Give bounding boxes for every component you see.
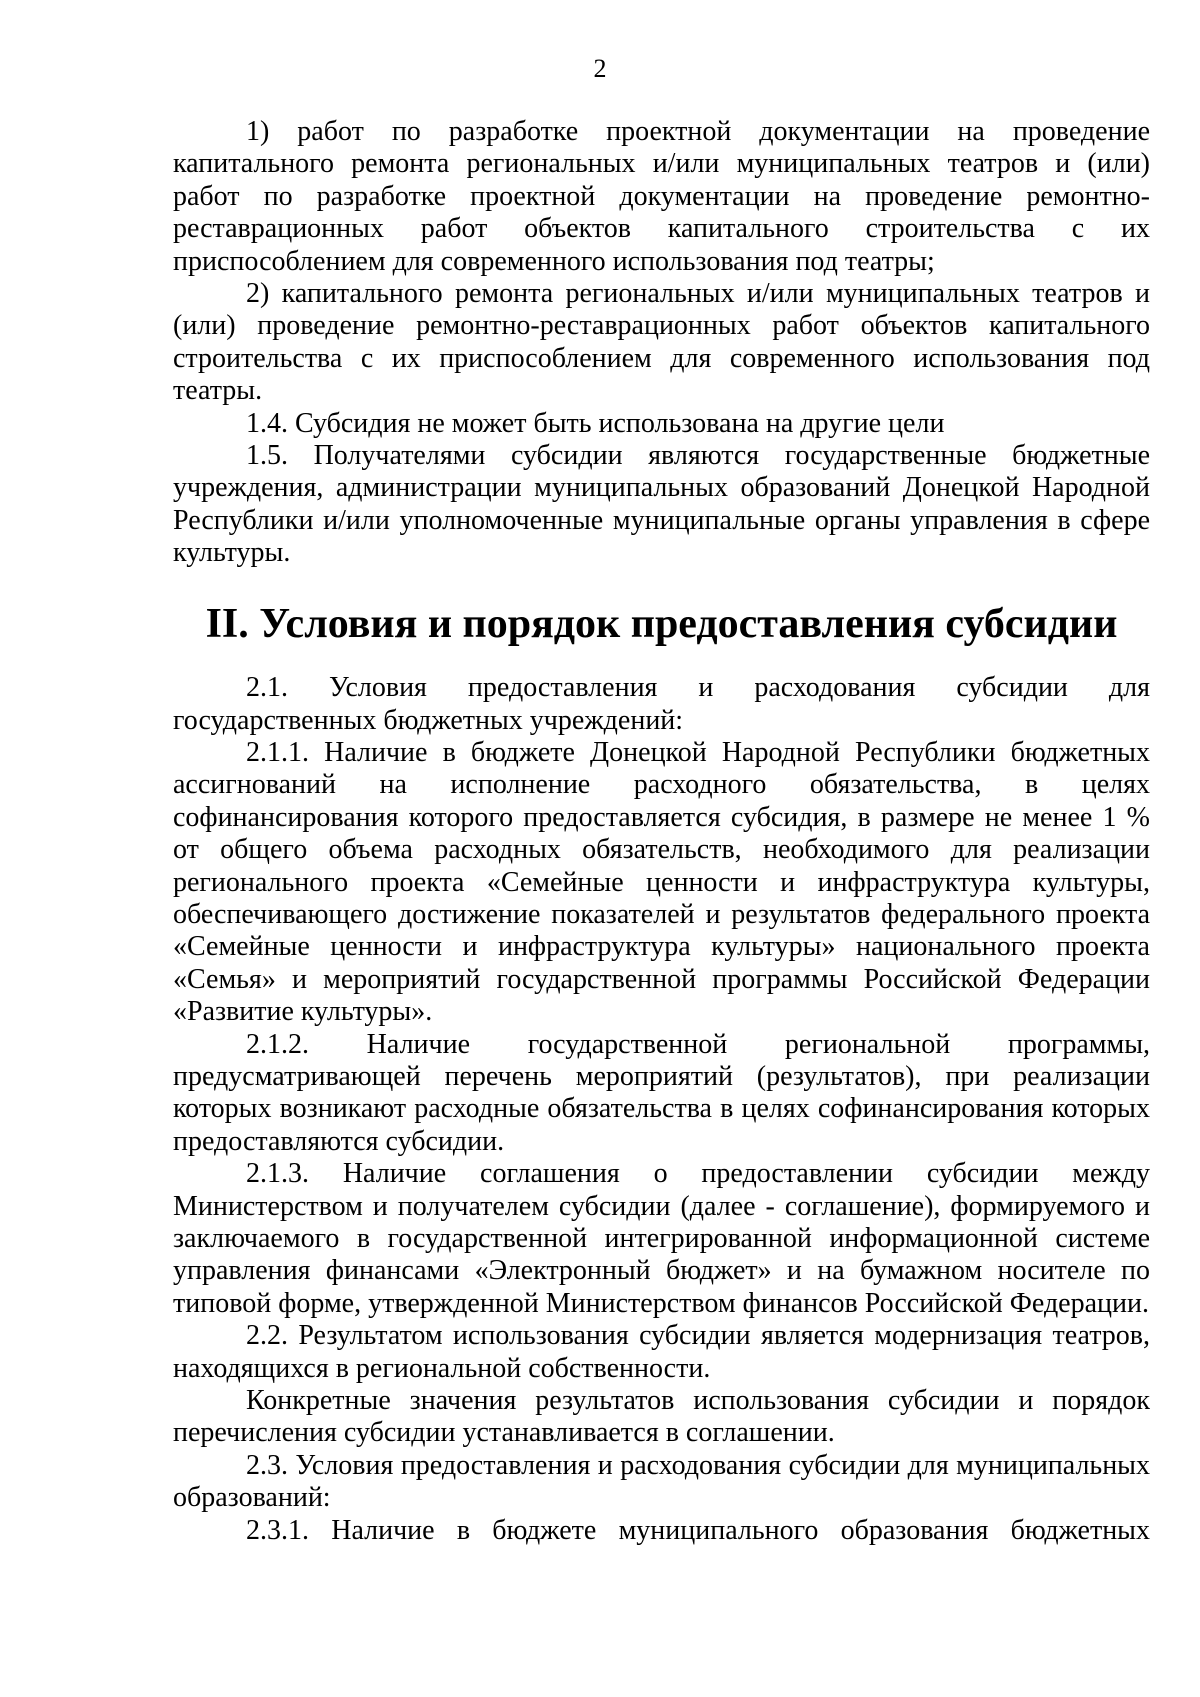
paragraph-1-5: 1.5. Получателями субсидии являются государственные бюджетные учреждения, администрации муниципальных образований Донецкой Народной Республики и/или уполномоченные муниципальные органы управления в сфере культуры. [173, 440, 1150, 569]
paragraph-1-4: 1.4. Субсидия не может быть использована на другие цели [246, 407, 945, 439]
document-body [173, 116, 1150, 1547]
paragraph-2-3-1: 2.3.1. Наличие в бюджете муниципального образования бюджетных [246, 1514, 1150, 1546]
paragraph-2-2: 2.2. Результатом использования субсидии является модернизация театров, находящихся в региональной собственности. [173, 1320, 1150, 1384]
paragraph-2-1-2: 2.1.2. Наличие государственной региональной программы, предусматривающей перечень мероприятий (результатов), при реализации которых возникают расходные обязательства в целях софинансирования которых предоставляются субсидии. [173, 1028, 1150, 1157]
paragraph-2-1: 2.1. Условия предоставления и расходования субсидии для государственных бюджетных учреждений: [173, 672, 1150, 736]
page-number: 2 [593, 54, 607, 83]
paragraph-2-2-note: Конкретные значения результатов использования субсидии и порядок перечисления субсидии устанавливается в соглашении. [173, 1385, 1150, 1449]
paragraph-item-2: 2) капитального ремонта региональных и/или муниципальных театров и (или) проведение ремонтно-реставрационных работ объектов капитального строительства с их приспособлением для современного использования под театры. [173, 278, 1150, 407]
paragraph-2-1-3: 2.1.3. Наличие соглашения о предоставлении субсидии между Министерством и получателем субсидии (далее - соглашение), формируемого и заключаемого в государственной интегрированной информационной системе управления финансами «Электронный бюджет» и на бумажном носителе по типовой форме, утвержденной Министерством финансов Российской Федерации. [173, 1158, 1150, 1319]
paragraph-2-3: 2.3. Условия предоставления и расходования субсидии для муниципальных образований: [173, 1449, 1150, 1514]
paragraph-item-1: 1) работ по разработке проектной документации на проведение капитального ремонта региональных и/или муниципальных театров и (или) работ по разработке проектной документации на проведение ремонтно-реставрационных работ объектов капитального строительства с их приспособлением для современного использования под театры; [173, 116, 1150, 277]
paragraph-2-1-1: 2.1.1. Наличие в бюджете Донецкой Народной Республики бюджетных ассигнований на исполнение расходного обязательства, в целях софинансирования которого предоставляется субсидия, в размере не менее 1 % от общего объема расходных обязательств, необходимого для реализации регионального проекта «Семейные ценности и инфраструктура культуры, обеспечивающего достижение показателей и результатов федерального проекта «Семейные ценности и инфраструктура культуры» национального проекта «Семья» и мероприятий государственной программы Российской Федерации «Развитие культуры». [173, 736, 1150, 1028]
section-title: II. Условия и порядок предоставления субсидии [205, 600, 1118, 647]
